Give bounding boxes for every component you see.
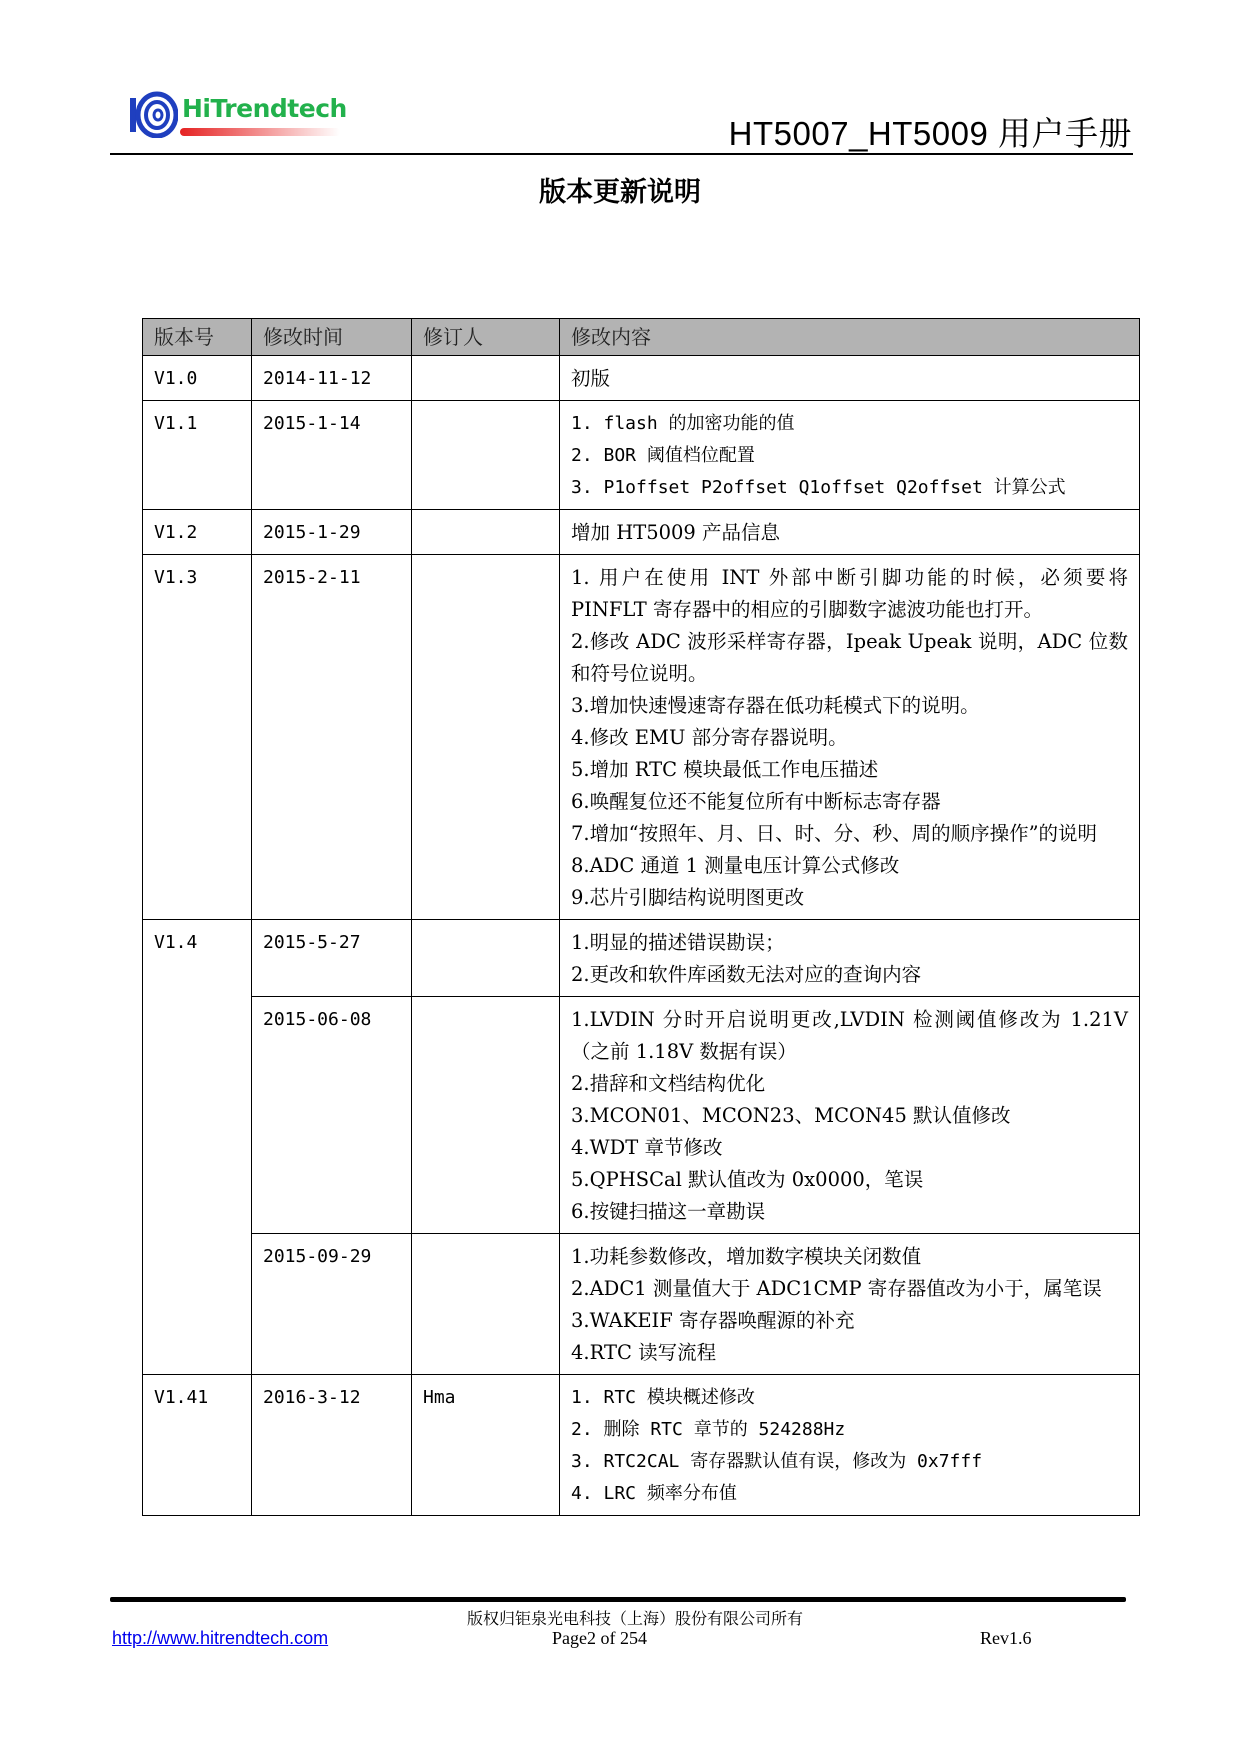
change-item: 1. flash 的加密功能的值	[571, 413, 795, 434]
content-cell	[560, 1375, 1140, 1516]
table-row	[143, 997, 1140, 1234]
change-item: 4. LRC 频率分布值	[571, 1483, 737, 1504]
change-item: 3. P1offset P2offset Q1offset Q2offset 计算公式	[571, 477, 1066, 498]
change-item: 2. BOR 阈值档位配置	[571, 445, 755, 466]
date-cell: 2015-2-11	[252, 555, 412, 920]
author-cell	[412, 1234, 560, 1375]
column-header-content: 修改内容	[560, 319, 1140, 356]
column-header-version: 版本号	[143, 319, 252, 356]
author-cell	[412, 555, 560, 920]
change-item: 1.功耗参数修改，增加数字模块关闭数值	[571, 1245, 922, 1268]
table-row	[143, 1234, 1140, 1375]
version-cell: V1.0	[143, 356, 252, 401]
date-cell: 2015-1-14	[252, 401, 412, 510]
author-cell	[412, 997, 560, 1234]
change-item: 3.MCON01、MCON23、MCON45 默认值修改	[571, 1104, 1011, 1127]
page-number: Page2 of 254	[552, 1628, 647, 1648]
change-item: 1. 用户在使用 INT 外部中断引脚功能的时候，必须要将 PINFLT 寄存器中的相应的引脚数字滤波功能也打开。	[571, 566, 1128, 621]
change-item: 3. RTC2CAL 寄存器默认值有误，修改为 0x7fff	[571, 1451, 983, 1472]
logo-wordmark: HiTrendtech	[182, 94, 347, 123]
version-cell: V1.41	[143, 1375, 252, 1516]
change-item: 4.修改 EMU 部分寄存器说明。	[571, 726, 848, 749]
change-item: 增加 HT5009 产品信息	[571, 521, 781, 544]
date-cell: 2015-1-29	[252, 510, 412, 555]
copyright-notice: 版权归钜泉光电科技（上海）股份有限公司所有	[466, 1609, 803, 1628]
content-cell	[560, 1234, 1140, 1375]
change-item: 3.WAKEIF 寄存器唤醒源的补充	[571, 1309, 855, 1332]
table-row	[143, 510, 1140, 555]
version-cell: V1.3	[143, 555, 252, 920]
footer-divider	[110, 1597, 1126, 1602]
spiral-logo-icon	[130, 90, 178, 138]
date-cell: 2015-06-08	[252, 997, 412, 1234]
change-item: 2. 删除 RTC 章节的 524288Hz	[571, 1419, 846, 1440]
change-item: 7.增加“按照年、月、日、时、分、秒、周的顺序操作”的说明	[571, 822, 1098, 845]
header-divider	[110, 153, 1133, 155]
document-revision: Rev1.6	[980, 1628, 1032, 1648]
change-item: 1.明显的描述错误勘误；	[571, 931, 785, 954]
change-item: 5.QPHSCal 默认值改为 0x0000，笔误	[571, 1168, 924, 1191]
date-cell: 2015-09-29	[252, 1234, 412, 1375]
company-website-link[interactable]: http://www.hitrendtech.com	[112, 1628, 329, 1648]
change-item: 1. RTC 模块概述修改	[571, 1387, 755, 1408]
change-item: 3.增加快速慢速寄存器在低功耗模式下的说明。	[571, 694, 980, 717]
change-item: 1.LVDIN 分时开启说明更改,LVDIN 检测阈值修改为 1.21V（之前 1.18V 数据有误）	[571, 1008, 1128, 1063]
author-cell	[412, 401, 560, 510]
company-logo	[130, 88, 347, 142]
author-cell: Hma	[412, 1375, 560, 1516]
table-row	[143, 555, 1140, 920]
change-item: 5.增加 RTC 模块最低工作电压描述	[571, 758, 879, 781]
date-cell: 2016-3-12	[252, 1375, 412, 1516]
change-item: 2.措辞和文档结构优化	[571, 1072, 766, 1095]
page-heading: 版本更新说明	[539, 177, 701, 208]
date-cell: 2015-5-27	[252, 920, 412, 997]
content-cell	[560, 920, 1140, 997]
column-header-date: 修改时间	[252, 319, 412, 356]
author-cell	[412, 920, 560, 997]
change-item: 6.按键扫描这一章勘误	[571, 1200, 766, 1223]
change-item: 8.ADC 通道 1 测量电压计算公式修改	[571, 854, 900, 877]
revision-history-table	[142, 318, 1140, 1516]
content-cell	[560, 401, 1140, 510]
author-cell	[412, 510, 560, 555]
change-item: 9.芯片引脚结构说明图更改	[571, 886, 805, 909]
content-cell	[560, 356, 1140, 401]
version-cell: V1.2	[143, 510, 252, 555]
version-cell: V1.4	[143, 920, 252, 1375]
table-row	[143, 1375, 1140, 1516]
content-cell	[560, 555, 1140, 920]
change-item: 2.ADC1 测量值大于 ADC1CMP 寄存器值改为小于，属笔误	[571, 1277, 1102, 1300]
content-cell	[560, 510, 1140, 555]
table-row	[143, 356, 1140, 401]
document-title: HT5007_HT5009 用户手册	[728, 115, 1132, 152]
author-cell	[412, 356, 560, 401]
table-row	[143, 920, 1140, 997]
change-item: 4.WDT 章节修改	[571, 1136, 723, 1159]
change-item: 初版	[571, 367, 611, 390]
change-item: 2.修改 ADC 波形采样寄存器，Ipeak Upeak 说明，ADC 位数和符号位说明。	[571, 630, 1128, 685]
date-cell: 2014-11-12	[252, 356, 412, 401]
column-header-author: 修订人	[412, 319, 560, 356]
change-item: 6.唤醒复位还不能复位所有中断标志寄存器	[571, 790, 941, 813]
version-cell: V1.1	[143, 401, 252, 510]
table-row	[143, 401, 1140, 510]
table-header-row	[143, 319, 1140, 356]
change-item: 4.RTC 读写流程	[571, 1341, 717, 1364]
logo-swoosh	[180, 128, 340, 136]
content-cell	[560, 997, 1140, 1234]
change-item: 2.更改和软件库函数无法对应的查询内容	[571, 963, 922, 986]
